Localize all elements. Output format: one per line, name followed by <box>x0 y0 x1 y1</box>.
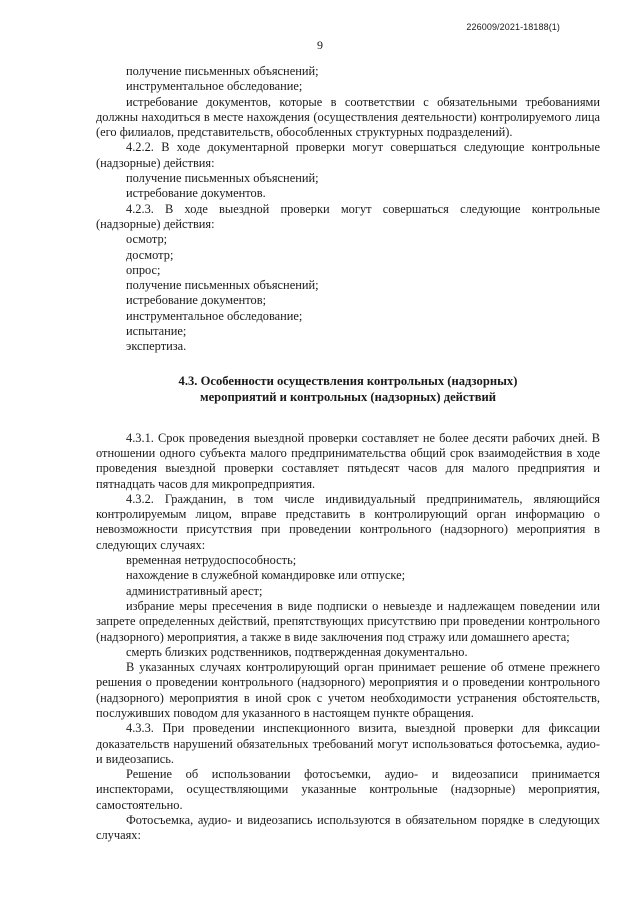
list-item: истребование документов; <box>126 293 267 308</box>
list-item: получение письменных объяснений; <box>126 64 319 78</box>
paragraph-4-3-3: 4.3.3. При проведении инспекционного визита, выездной проверки для фиксации доказательств нарушений обязательных требований могут использоваться фотосъемка, аудио- и видеозапись. <box>96 721 600 766</box>
paragraph-4-3-2: 4.3.2. Гражданин, в том числе индивидуальный предприниматель, являющийся контролируемым лицом, вправе представить в контролирующий орган информацию о невозможности присутствия при проведении контрольного (надзорного) мероприятия в следующих случаях: <box>96 491 600 552</box>
paragraph-recording-decision: Решение об использовании фотосъемки, аудио- и видеозаписи принимается инспекторами, осуществляющими указанные контрольные (надзорные) мероприятия, самостоятельно. <box>96 767 600 812</box>
list-item: инструментальное обследование; <box>126 79 303 94</box>
document-body <box>96 64 600 844</box>
list-item: нахождение в служебной командировке или отпуске; <box>126 568 406 583</box>
section-heading-4-3 <box>96 373 600 405</box>
paragraph-preventive-measure: избрание меры пресечения в виде подписки о невыезде и надлежащем поведении или запрете определенных действий, препятствующих присутствию при проведении контрольного (надзорного) мероприятия, а также в виде заключения под стражу или домашнего ареста; <box>96 598 600 644</box>
document-number: 226009/2021-18188(1) <box>466 22 560 32</box>
paragraph-relatives-death: смерть близких родственников, подтвержденная документально. <box>126 644 468 659</box>
paragraph-mandatory-recording: Фотосъемка, аудио- и видеозапись используются в обязательном порядке в следующих случаях: <box>96 813 600 843</box>
paragraph-decision: В указанных случаях контролирующий орган принимает решение об отмене прежнего решения о проведении контрольного (надзорного) мероприятия и о проведении контрольного (надзорного) мероприятия в иной срок с учетом необходимости устранения обстоятельств, послуживших поводом для указанного в настоящем пункте обращения. <box>96 660 600 720</box>
list-item: административный арест; <box>126 583 263 598</box>
list-item: истребование документов. <box>126 186 266 201</box>
paragraph-4-2-1-end: истребование документов, которые в соответствии с обязательными требованиями должны находиться в месте нахождения (осуществления деятельности) контролируемого лица (его филиалов, представительств, обособленных структурных подразделений). <box>96 94 600 140</box>
section-heading-line-1: 4.3. Особенности осуществления контрольных (надзорных) <box>178 373 518 388</box>
list-item: опрос; <box>126 262 161 277</box>
list-item: досмотр; <box>126 247 174 262</box>
list-item: инструментальное обследование; <box>126 308 303 323</box>
paragraph-4-2-3: 4.2.3. В ходе выездной проверки могут совершаться следующие контрольные (надзорные) действия: <box>96 201 600 231</box>
page-number: 9 <box>317 38 323 52</box>
list-item: получение письменных объяснений; <box>126 171 319 186</box>
section-heading-line-2: мероприятий и контрольных (надзорных) действий <box>199 389 497 404</box>
list-item: получение письменных объяснений; <box>126 278 319 293</box>
paragraph-4-3-1: 4.3.1. Срок проведения выездной проверки составляет не более десяти рабочих дней. В отношении одного субъекта малого предпринимательства общий срок взаимодействия в ходе проведения выездной проверки составляет пятьдесят часов для малого предприятия и пятнадцать часов для микропредприятия. <box>96 430 600 491</box>
list-item: испытание; <box>126 324 187 339</box>
list-item: временная нетрудоспособность; <box>126 553 297 568</box>
list-item: экспертиза. <box>126 339 187 354</box>
paragraph-4-2-2: 4.2.2. В ходе документарной проверки могут совершаться следующие контрольные (надзорные) действия: <box>96 140 600 170</box>
list-item: осмотр; <box>126 232 168 247</box>
